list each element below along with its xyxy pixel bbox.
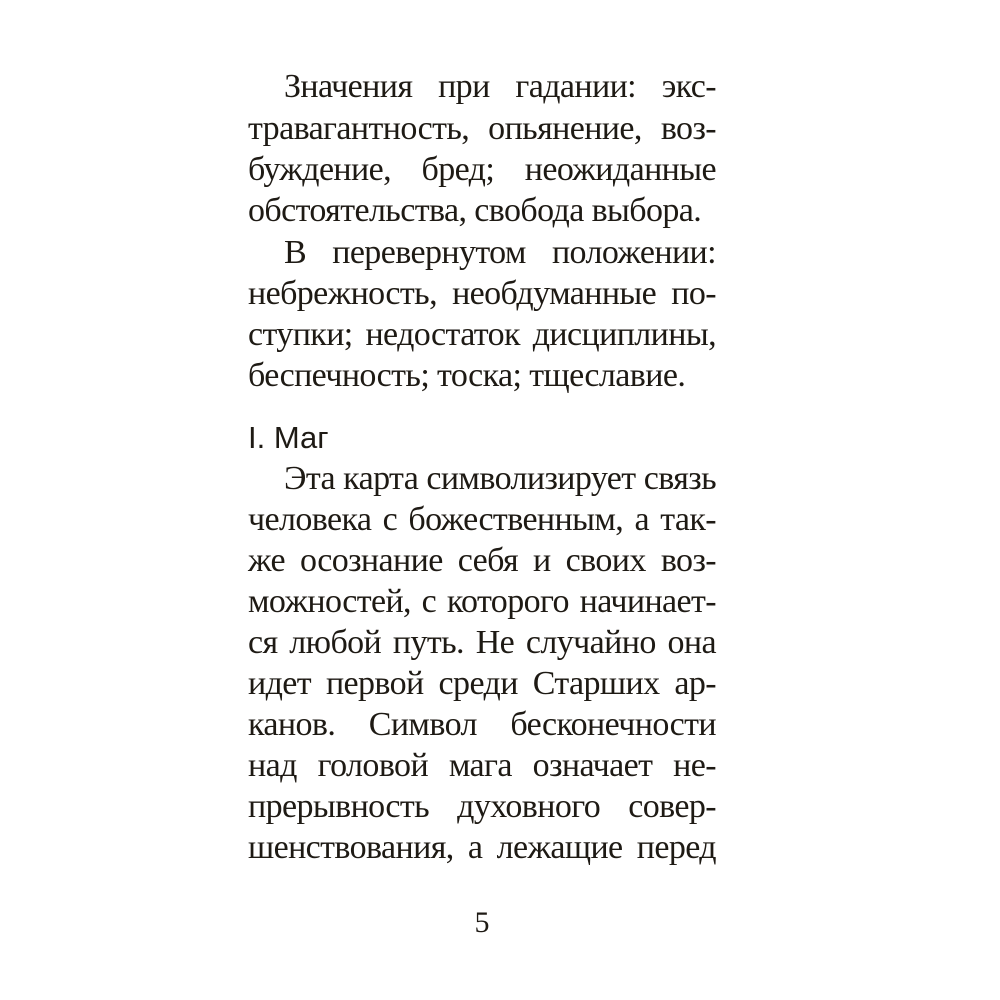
text-line: канов. Символ бесконечности: [248, 706, 716, 743]
text-line: над головой мага означает не-: [248, 747, 716, 784]
text-line: ся любой путь. Не случайно она: [248, 624, 716, 661]
page-number: 5: [474, 906, 490, 939]
text-line: небрежность, необдуманные по-: [248, 275, 716, 312]
text-line: травагантность, опьянение, воз-: [248, 110, 716, 147]
text-line: же осознание себя и своих воз-: [248, 542, 716, 579]
section-heading: I. Маг: [248, 420, 329, 455]
text-line: Значения при гадании: экс-: [284, 68, 716, 105]
text-line: можностей, с которого начинает-: [248, 583, 716, 620]
text-line: идет первой среди Старших ар-: [248, 665, 716, 702]
text-line: прерывность духовного совер-: [248, 788, 716, 825]
text-line: человека с божественным, а так-: [248, 501, 716, 538]
text-line: обстоятельства, свобода выбора.: [248, 192, 702, 229]
text-line: шенствования, а лежащие перед: [248, 829, 716, 866]
text-line: ступки; недостаток дисциплины,: [248, 316, 716, 353]
text-line: Эта карта символизирует связь: [284, 460, 716, 497]
text-line: В перевернутом положении:: [284, 234, 716, 271]
text-line: беспечность; тоска; тщеславие.: [248, 357, 686, 394]
text-line: буждение, бред; неожиданные: [248, 151, 716, 188]
